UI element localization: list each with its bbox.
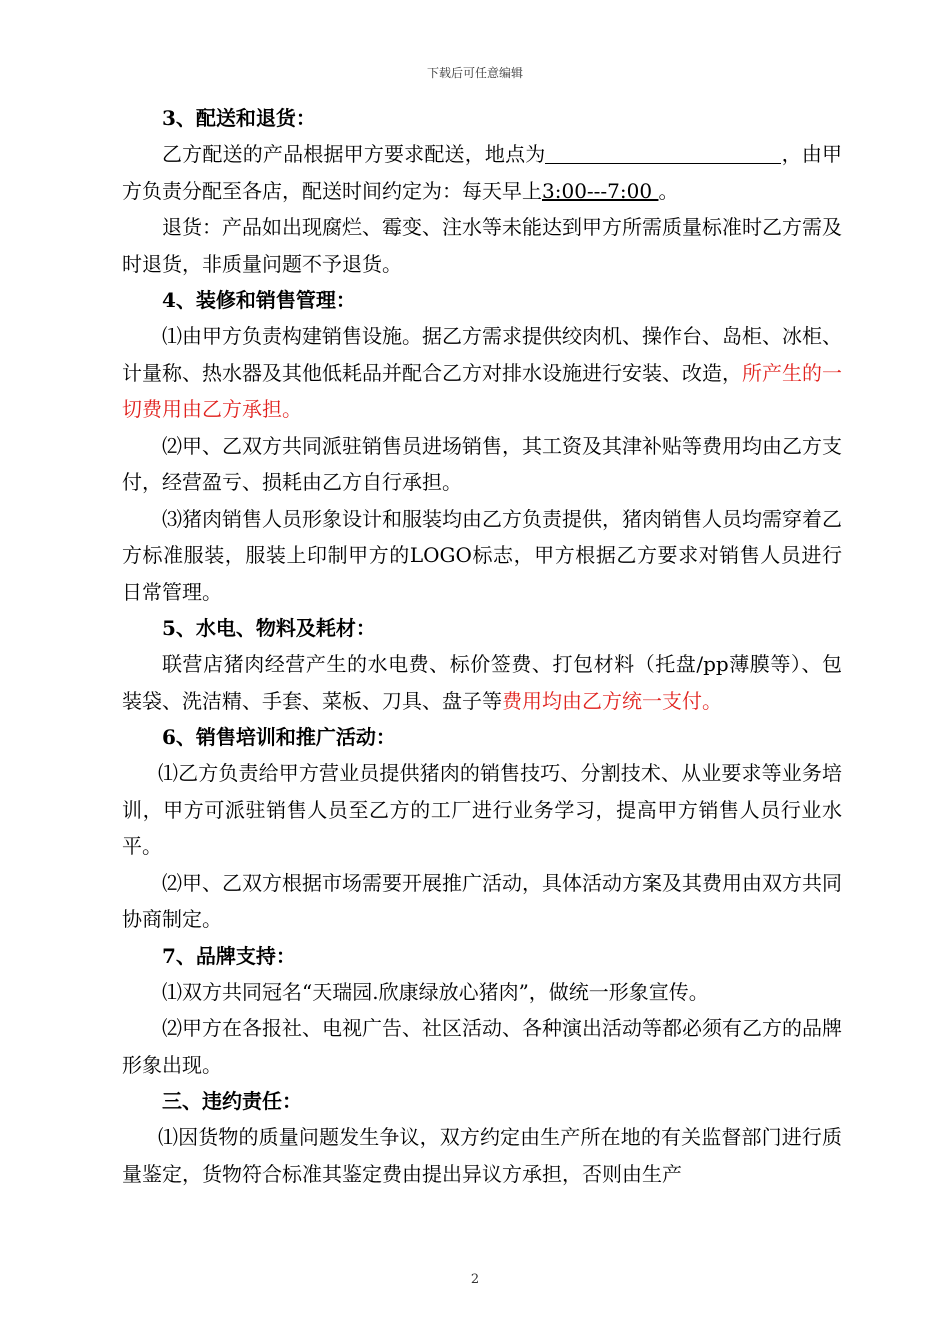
paragraph-delivery-location: [122, 136, 842, 209]
text-run: 乙方配送的产品根据甲方要求配送，地点为: [162, 142, 546, 166]
paragraph-quality-dispute: ⑴因货物的质量问题发生争议，双方约定由生产所在地的有关监督部门进行质量鉴定，货物符合标准其鉴定费由提出异议方承担，否则由生产: [122, 1125, 842, 1186]
highlight-red: 费用均由乙方统一支付。: [502, 688, 722, 713]
document-body: [122, 100, 842, 1192]
page-header: 下载后可任意编辑: [426, 66, 523, 80]
paragraph-promotion: ⑵甲、乙双方根据市场需要开展推广活动，具体活动方案及其费用由双方共同协商制定。: [122, 870, 842, 931]
text-run: ⑴由甲方负责构建销售设施。据乙方需求提供绞肉机、操作台、岛柜、冰柜、计量称、热水器及其他低耗品并配合乙方对排水设施进行安装、改造，: [122, 324, 842, 385]
blank-fill-line: [545, 143, 781, 164]
paragraph-returns: 退货：产品如出现腐烂、霉变、注水等未能达到甲方所需质量标准时乙方需及时退货，非质量问题不予退货。: [122, 215, 842, 276]
paragraph-uniforms: ⑶猪肉销售人员形象设计和服装均由乙方负责提供，猪肉销售人员均需穿着乙方标准服装，服装上印制甲方的LOGO标志，甲方根据乙方要求对销售人员进行日常管理。: [122, 506, 842, 604]
delivery-time: 3:00---7:00: [542, 178, 659, 203]
paragraph-facilities: [122, 318, 842, 428]
section-heading-training: 6、销售培训和推广活动：: [162, 725, 396, 749]
section-heading-brand: 7、品牌支持：: [162, 943, 296, 968]
text-run: 。: [658, 178, 679, 203]
highlight-red: 所产生的一切费用由乙方承担。: [122, 360, 842, 421]
page-number: 2: [470, 1272, 480, 1287]
paragraph-sales-staff: ⑵甲、乙双方共同派驻销售员进场销售，其工资及其津补贴等费用均由乙方支付，经营盈亏、损耗由乙方自行承担。: [122, 433, 842, 494]
section-heading-breach: 三、违约责任：: [162, 1089, 302, 1113]
paragraph-utilities: [122, 646, 842, 719]
paragraph-training: ⑴乙方负责给甲方营业员提供猪肉的销售技巧、分割技术、从业要求等业务培训，甲方可派驻销售人员至乙方的工厂进行业务学习，提高甲方销售人员行业水平。: [122, 761, 842, 858]
section-heading-renovation: 4、装修和销售管理：: [162, 288, 356, 312]
paragraph-brand-exposure: ⑵甲方在各报社、电视广告、社区活动、各种演出活动等都必须有乙方的品牌形象出现。: [122, 1016, 842, 1077]
text-run: 联营店猪肉经营产生的水电费、标价签费、打包材料（托盘/pp薄膜等）、包装袋、洗洁精、手套、菜板、刀具、盘子等: [122, 652, 842, 713]
text-run: ，由甲方负责分配至各店，配送时间约定为：每天早上: [122, 142, 843, 203]
section-heading-utilities: 5、水电、物料及耗材：: [162, 616, 376, 640]
section-heading-delivery: 3、配送和退货：: [162, 106, 316, 130]
paragraph-brand-naming: ⑴双方共同冠名“天瑞园.欣康绿放心猪肉”，做统一形象宣传。: [162, 979, 709, 1004]
